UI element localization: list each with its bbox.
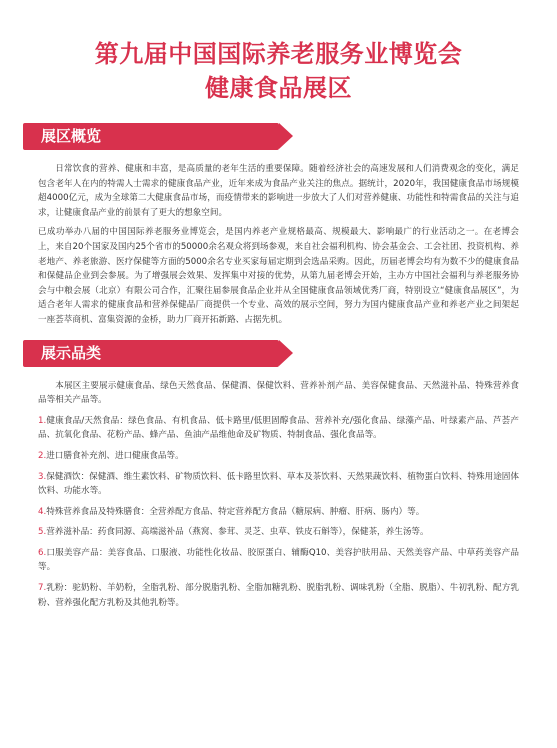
product-item-7 <box>38 581 519 610</box>
product-item-6 <box>38 546 519 575</box>
product-item-number: 3. <box>38 471 47 482</box>
product-item-1 <box>38 414 519 443</box>
page-title-line-1: 第九届中国国际养老服务业博览会 <box>94 40 463 68</box>
product-item-number: 1. <box>38 415 47 426</box>
product-item-text: 保健酒饮：保健酒、维生素饮料、矿物质饮料、低卡路里饮料、草本及茶饮料、天然果蔬饮料、植物蛋白饮料、特殊用途固体饮料、功能水等。 <box>38 471 519 497</box>
product-item-number: 4. <box>38 506 47 517</box>
section-heading-products: 展示品类 <box>41 343 102 362</box>
product-item-number: 6. <box>38 547 47 558</box>
product-item-text: 口服美容产品：美容食品、口服液、功能性化妆品、胶原蛋白、辅酶Q10、美容护肤用品、天然美容产品、中草药美容产品等。 <box>38 547 519 573</box>
section-header-products <box>23 340 279 367</box>
product-item-text: 营养滋补品：药食同源、高端滋补品（燕窝、参茸、灵芝、虫草、铁皮石斛等），保健茶，养生汤等。 <box>46 527 429 538</box>
product-item-5 <box>38 525 519 540</box>
overview-paragraph-2: 已成功举办八届的中国国际养老服务业博览会，是国内养老产业规格最高、规模最大、影响最广的行业活动之一。在老博会上，来自20个国家及国内25个省市的50000余名观众将到场参观，来自社会福利机构、协会基金会、工会社团、投资机构、养老地产、养老旅游、医疗保健等方面的5000余名专业买家每届定期到会选品采购。因此，历届老博会均有为数不少的健康食品和保健品企业到会参展。为了增强展会效果、发挥集中对接的优势，从第九届老博会开始，主办方中国社会福利与养老服务协会与中粮会展（北京）有限公司合作，汇聚往届参展食品企业并从全国健康食品领域优秀厂商，特别设立“健康食品展区”，为适合老年人需求的健康食品和营养保健品厂商提供一个专业、高效的展示空间，努力为国内健康食品产业和养老产业之间架起一座荟萃商机、富集资源的金桥，助力厂商开拓新路、占据先机。 <box>38 227 519 325</box>
section-header-overview <box>23 123 279 150</box>
product-item-text: 乳粉：驼奶粉、羊奶粉，全脂乳粉、部分脱脂乳粉、全脂加糖乳粉、脱脂乳粉、调味乳粉（全脂、脱脂）、牛初乳粉、配方乳粉、营养强化配方乳粉及其他乳粉等。 <box>38 583 519 608</box>
product-item-text: 进口膳食补充剂、进口健康食品等。 <box>46 450 184 461</box>
section-heading-overview: 展区概览 <box>41 127 102 145</box>
page-title-line-2: 健康食品展区 <box>205 74 352 102</box>
product-item-number: 2. <box>38 450 47 461</box>
overview-paragraph-1: 日常饮食的营养、健康和丰富，是高质量的老年生活的重要保障。随着经济社会的高速发展和人们消费观念的变化，满足包含老年人在内的特需人士需求的健康食品产业，近年来成为食品产业关注的焦点。据统计，2020年，我国健康食品市场规模超4000亿元，成为全球第二大健康食品市场，而疫情带来的影响进一步放大了人们对营养健康、功能性和特需食品的关注与追求，让健康食品产业的前景有了更大的想象空间。 <box>38 164 519 218</box>
page-title <box>38 0 519 105</box>
product-item-number: 5. <box>38 527 47 538</box>
product-item-number: 7. <box>38 583 47 594</box>
product-item-text: 健康食品/天然食品：绿色食品、有机食品、低卡路里/低胆固醇食品、营养补充/强化食品、绿藻产品、叶绿素产品、芦荟产品、抗氧化食品、花粉产品、蜂产品、鱼油产品维他命及矿物质、特制食品、强化食品等。 <box>38 415 519 441</box>
products-intro: 本展区主要展示健康食品、绿色天然食品、保健酒、保健饮料、营养补剂产品、美容保健食品、天然滋补品、特殊营养食品等相关产品等。 <box>38 380 519 406</box>
product-item-4 <box>38 505 519 520</box>
product-item-2 <box>38 449 519 464</box>
product-item-3 <box>38 470 519 499</box>
product-item-text: 特殊营养食品及特殊膳食：全营养配方食品、特定营养配方食品（糖尿病、肿瘤、肝病、肠内）等。 <box>46 506 425 517</box>
